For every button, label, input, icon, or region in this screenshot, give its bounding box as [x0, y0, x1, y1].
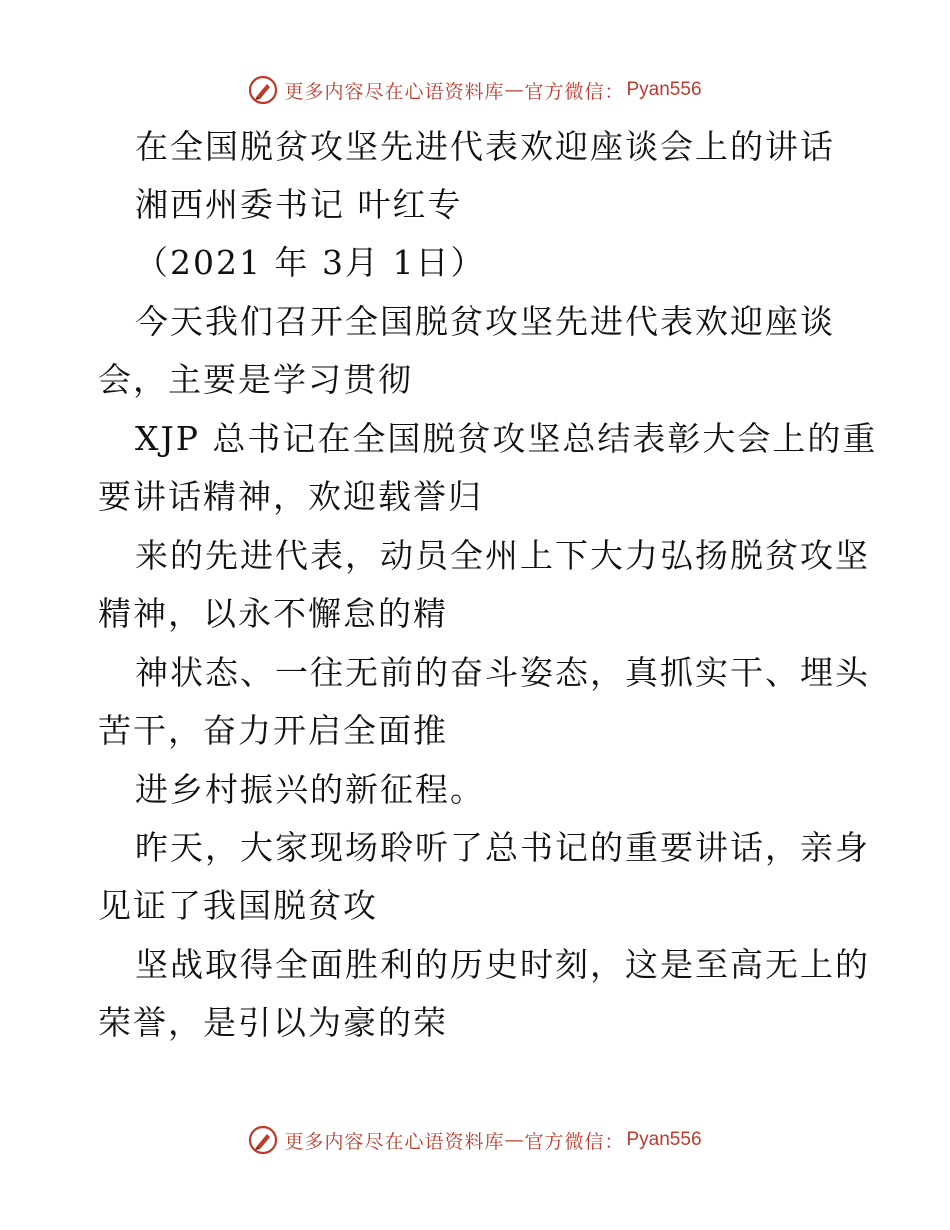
- paragraph-line: 今天我们召开全国脱贫攻坚先进代表欢迎座谈: [135, 302, 835, 341]
- pen-logo-icon: [248, 75, 278, 105]
- wechat-id: Pyan556: [626, 79, 702, 100]
- wechat-label: 官方微信：: [524, 80, 625, 103]
- site-name: 更多内容尽在心语资料库: [284, 80, 505, 103]
- header-watermark: [0, 73, 950, 107]
- paragraph-line: 来的先进代表，动员全州上下大力弘扬脱贫攻坚: [135, 536, 870, 575]
- wechat-label: 官方微信：: [524, 1130, 625, 1153]
- document-date: （2021 年 3月 1日）: [135, 243, 486, 282]
- paragraph-line: XJP 总书记在全国脱贫攻坚总结表彰大会上的重: [135, 419, 878, 458]
- paragraph-line: 昨天，大家现场聆听了总书记的重要讲话，亲身: [135, 828, 870, 867]
- document-author: 湘西州委书记 叶红专: [135, 185, 463, 224]
- site-name: 更多内容尽在心语资料库: [284, 1130, 505, 1153]
- paragraph-line: 要讲话精神，欢迎载誉归: [98, 477, 483, 516]
- paragraph-line: 荣誉，是引以为豪的荣: [98, 1003, 448, 1042]
- wechat-id: Pyan556: [626, 1129, 702, 1150]
- paragraph-line: 会，主要是学习贯彻: [98, 360, 413, 399]
- paragraph-line: 苦干，奋力开启全面推: [98, 711, 448, 750]
- paragraph-line: 精神，以永不懈怠的精: [98, 594, 448, 633]
- paragraph-line: 见证了我国脱贫攻: [98, 886, 378, 925]
- paragraph-line: 进乡村振兴的新征程。: [135, 770, 485, 809]
- banner-dash: —: [504, 1129, 525, 1151]
- footer-watermark: [0, 1123, 950, 1157]
- paragraph-line: 神状态、一往无前的奋斗姿态，真抓实干、埋头: [135, 653, 870, 692]
- pen-logo-icon: [248, 1125, 278, 1155]
- banner-dash: —: [504, 79, 525, 101]
- document-title: 在全国脱贫攻坚先进代表欢迎座谈会上的讲话: [135, 127, 835, 166]
- paragraph-line: 坚战取得全面胜利的历史时刻，这是至高无上的: [135, 945, 870, 984]
